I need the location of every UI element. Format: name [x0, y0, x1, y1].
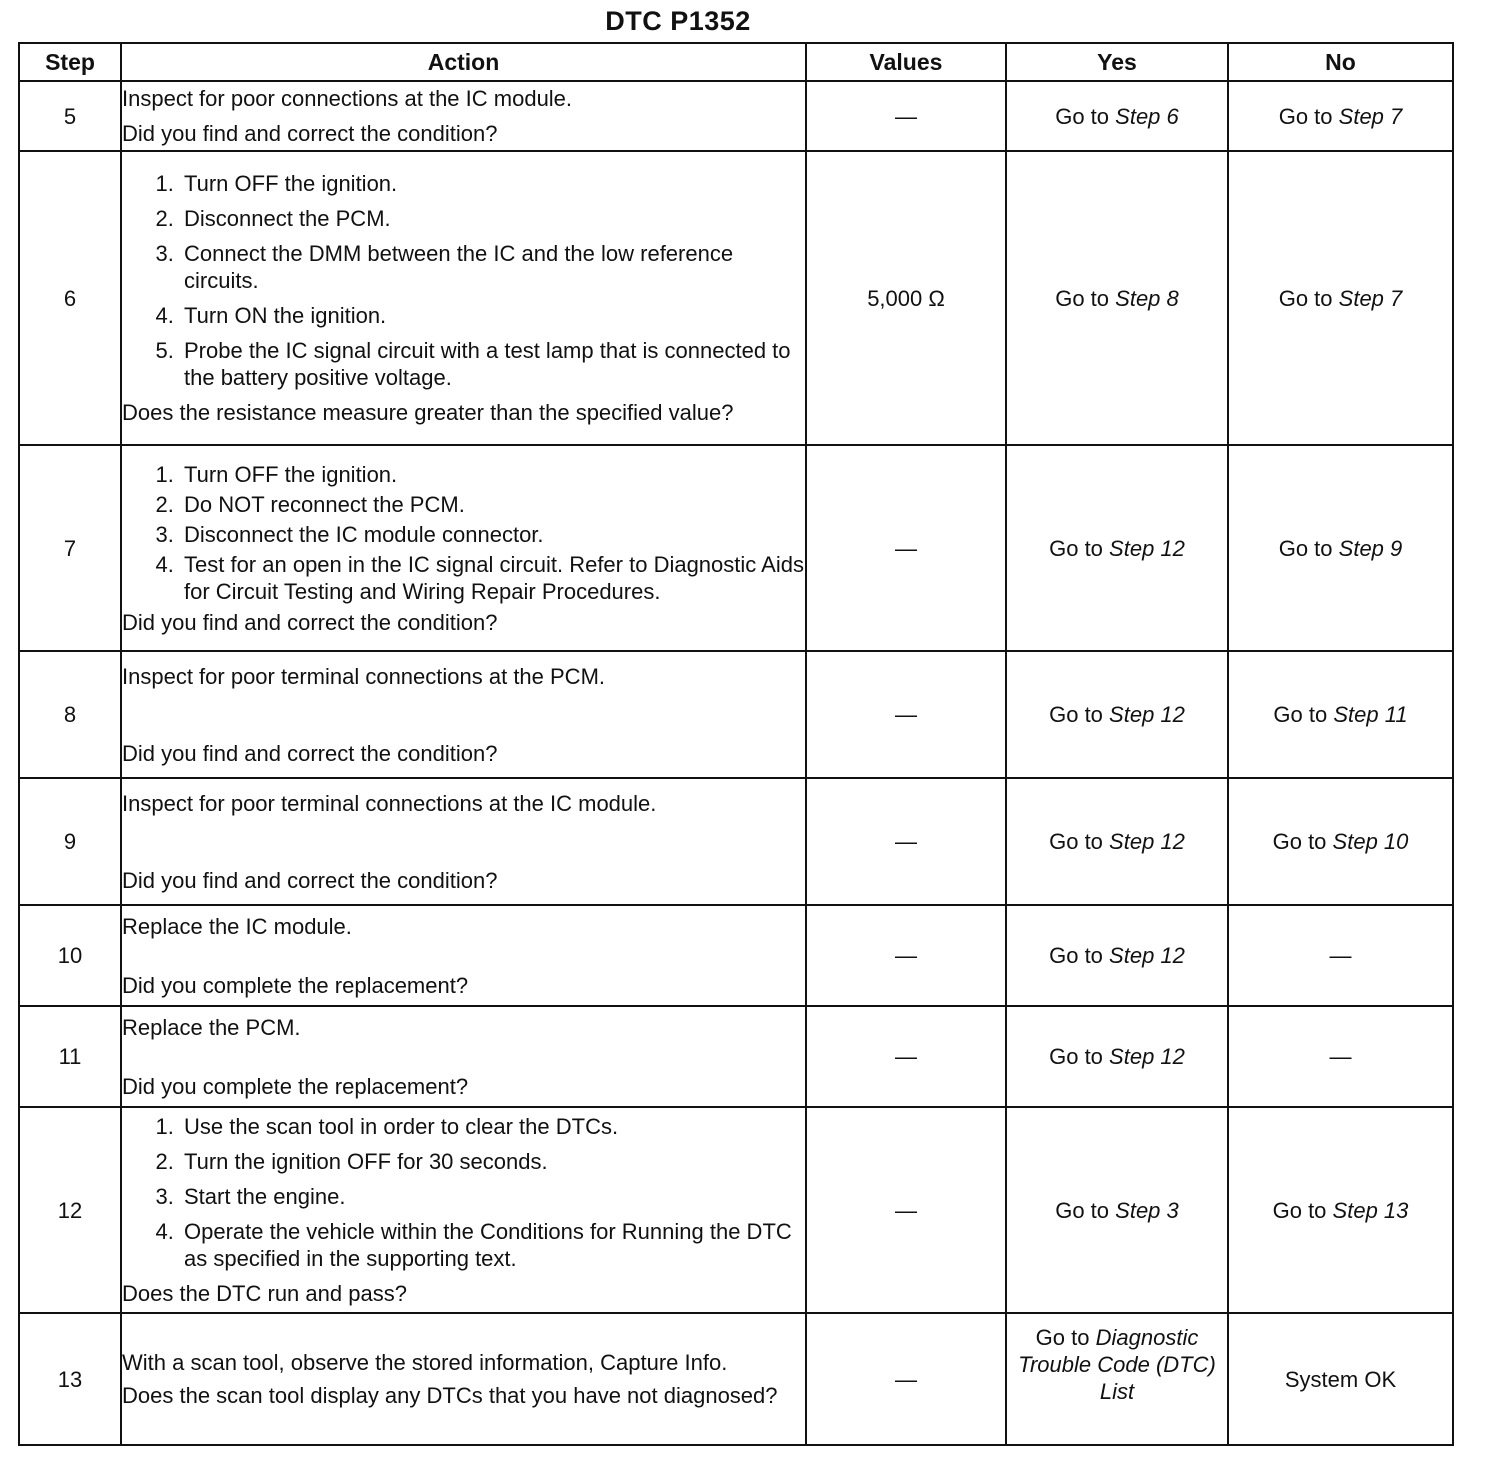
header-yes: Yes [1006, 43, 1228, 81]
step-number: 11 [19, 1006, 121, 1107]
yes-cell [1006, 778, 1228, 905]
goto-prefix: Go to [1049, 535, 1103, 561]
action-instruction: Inspect for poor terminal connections at the PCM. [122, 663, 606, 689]
action-instruction: Replace the PCM. [122, 1014, 301, 1040]
step-number: 12 [19, 1107, 121, 1313]
yes-cell [1006, 151, 1228, 445]
no-cell: System OK [1228, 1313, 1453, 1445]
page-title: DTC P1352 [605, 6, 751, 36]
no-cell [1228, 151, 1453, 445]
goto-step: Step 13 [1332, 1197, 1409, 1223]
action-list-item: 3. Start the engine. [180, 1183, 805, 1210]
action-cell [121, 1107, 806, 1313]
values-cell: — [806, 1006, 1006, 1107]
action-question: Does the resistance measure greater than the specified value? [122, 400, 734, 425]
action-question: Did you find and correct the condition? [122, 867, 498, 893]
goto-prefix: Go to [1278, 285, 1333, 311]
action-list-item: 1. Turn OFF the ignition. [180, 170, 805, 197]
goto-step: Step 6 [1115, 103, 1179, 129]
header-values: Values [806, 43, 1006, 81]
goto-step: Step 11 [1333, 702, 1408, 727]
no-cell: — [1228, 1006, 1453, 1107]
table-row [19, 151, 1453, 445]
goto-prefix: Go to [1035, 1325, 1090, 1350]
goto-step: Step 7 [1338, 285, 1403, 311]
action-question: Did you find and correct the condition? [122, 740, 498, 766]
goto-prefix: Go to [1049, 702, 1103, 727]
action-list-item: 2. Turn the ignition OFF for 30 seconds. [180, 1148, 805, 1175]
table-row [19, 651, 1453, 778]
goto-step: Step 7 [1338, 103, 1403, 129]
no-cell [1228, 651, 1453, 778]
header-step: Step [19, 43, 121, 81]
header-no: No [1228, 43, 1453, 81]
yes-cell [1006, 445, 1228, 651]
action-cell [121, 151, 806, 445]
goto-step: Step 12 [1109, 535, 1185, 561]
step-number: 7 [19, 445, 121, 651]
no-cell: — [1228, 905, 1453, 1006]
action-list [122, 1113, 805, 1272]
values-cell: — [806, 651, 1006, 778]
action-list-item: 4. Operate the vehicle within the Conditions for Running the DTC as specified in the supporting text. [180, 1218, 805, 1272]
action-cell [121, 1313, 806, 1445]
action-list-item: 2. Do NOT reconnect the PCM. [180, 491, 805, 518]
action-question: Did you complete the replacement? [122, 1073, 469, 1099]
action-list-item: 1. Turn OFF the ignition. [180, 461, 805, 488]
values-cell: — [806, 1313, 1006, 1445]
values-cell: — [806, 778, 1006, 905]
step-number: 8 [19, 651, 121, 778]
values-cell: — [806, 81, 1006, 151]
action-list-item: 1. Use the scan tool in order to clear the DTCs. [180, 1113, 805, 1140]
values-cell: — [806, 905, 1006, 1006]
goto-step: Step 3 [1115, 1197, 1179, 1223]
action-question: Did you complete the replacement? [122, 972, 469, 998]
action-cell [121, 651, 806, 778]
header-action: Action [121, 43, 806, 81]
action-list-item: 3. Disconnect the IC module connector. [180, 521, 805, 548]
values-cell: — [806, 1107, 1006, 1313]
action-question: Did you find and correct the condition? [122, 609, 498, 635]
goto-step: Step 8 [1115, 285, 1179, 311]
step-number: 6 [19, 151, 121, 445]
no-cell [1228, 1107, 1453, 1313]
goto-prefix: Go to [1278, 535, 1333, 561]
table-row [19, 778, 1453, 905]
goto-step: Step 12 [1109, 943, 1185, 968]
action-list [122, 461, 805, 605]
yes-cell [1006, 1313, 1228, 1445]
step-number: 10 [19, 905, 121, 1006]
step-number: 13 [19, 1313, 121, 1445]
table-row [19, 905, 1453, 1006]
no-cell [1228, 445, 1453, 651]
yes-cell [1006, 81, 1228, 151]
step-number: 9 [19, 778, 121, 905]
header-row [19, 43, 1453, 81]
goto-step: Step 12 [1109, 702, 1185, 727]
action-cell [121, 445, 806, 651]
table-row [19, 81, 1453, 151]
goto-prefix: Go to [1055, 285, 1110, 311]
goto-step: Step 12 [1109, 829, 1185, 854]
action-cell [121, 81, 806, 151]
action-list-item: 5. Probe the IC signal circuit with a test lamp that is connected to the battery positive voltage. [180, 337, 805, 391]
action-instruction: Replace the IC module. [122, 913, 352, 939]
goto-step: Diagnostic Trouble Code (DTC) List [1018, 1325, 1216, 1404]
action-cell [121, 1006, 806, 1107]
table-row [19, 1006, 1453, 1107]
action-instruction: Inspect for poor terminal connections at the IC module. [122, 790, 657, 816]
yes-cell [1006, 1006, 1228, 1107]
goto-step: Step 10 [1332, 829, 1409, 854]
action-list [122, 170, 805, 391]
yes-cell [1006, 651, 1228, 778]
no-cell [1228, 778, 1453, 905]
no-cell [1228, 81, 1453, 151]
table-row [19, 1313, 1453, 1445]
goto-step: Step 12 [1109, 1044, 1185, 1069]
goto-prefix: Go to [1272, 829, 1327, 854]
step-number: 5 [19, 81, 121, 151]
action-list-item: 2. Disconnect the PCM. [180, 205, 805, 232]
diagnostic-table [18, 42, 1454, 1446]
action-question: Does the DTC run and pass? [122, 1281, 407, 1306]
goto-prefix: Go to [1055, 1197, 1110, 1223]
action-list-item: 3. Connect the DMM between the IC and the low reference circuits. [180, 240, 805, 294]
table-row [19, 445, 1453, 651]
action-list-item: 4. Turn ON the ignition. [180, 302, 805, 329]
values-cell: 5,000 Ω [806, 151, 1006, 445]
action-cell [121, 778, 806, 905]
goto-prefix: Go to [1055, 103, 1110, 129]
table-row [19, 1107, 1453, 1313]
action-question: Does the scan tool display any DTCs that you have not diagnosed? [122, 1383, 778, 1408]
goto-prefix: Go to [1049, 829, 1103, 854]
yes-cell [1006, 1107, 1228, 1313]
action-list-item: 4. Test for an open in the IC signal circuit. Refer to Diagnostic Aids for Circuit Testing and Wiring Repair Procedures. [180, 551, 805, 605]
goto-prefix: Go to [1278, 103, 1333, 129]
action-instruction: Inspect for poor connections at the IC module. [122, 86, 573, 111]
goto-prefix: Go to [1049, 1044, 1103, 1069]
goto-prefix: Go to [1049, 943, 1103, 968]
action-instruction: With a scan tool, observe the stored information, Capture Info. [122, 1350, 728, 1375]
yes-cell [1006, 905, 1228, 1006]
goto-prefix: Go to [1272, 1197, 1327, 1223]
values-cell: — [806, 445, 1006, 651]
action-question: Did you find and correct the condition? [122, 121, 498, 146]
action-cell [121, 905, 806, 1006]
goto-step: Step 9 [1338, 535, 1403, 561]
goto-prefix: Go to [1273, 702, 1328, 727]
